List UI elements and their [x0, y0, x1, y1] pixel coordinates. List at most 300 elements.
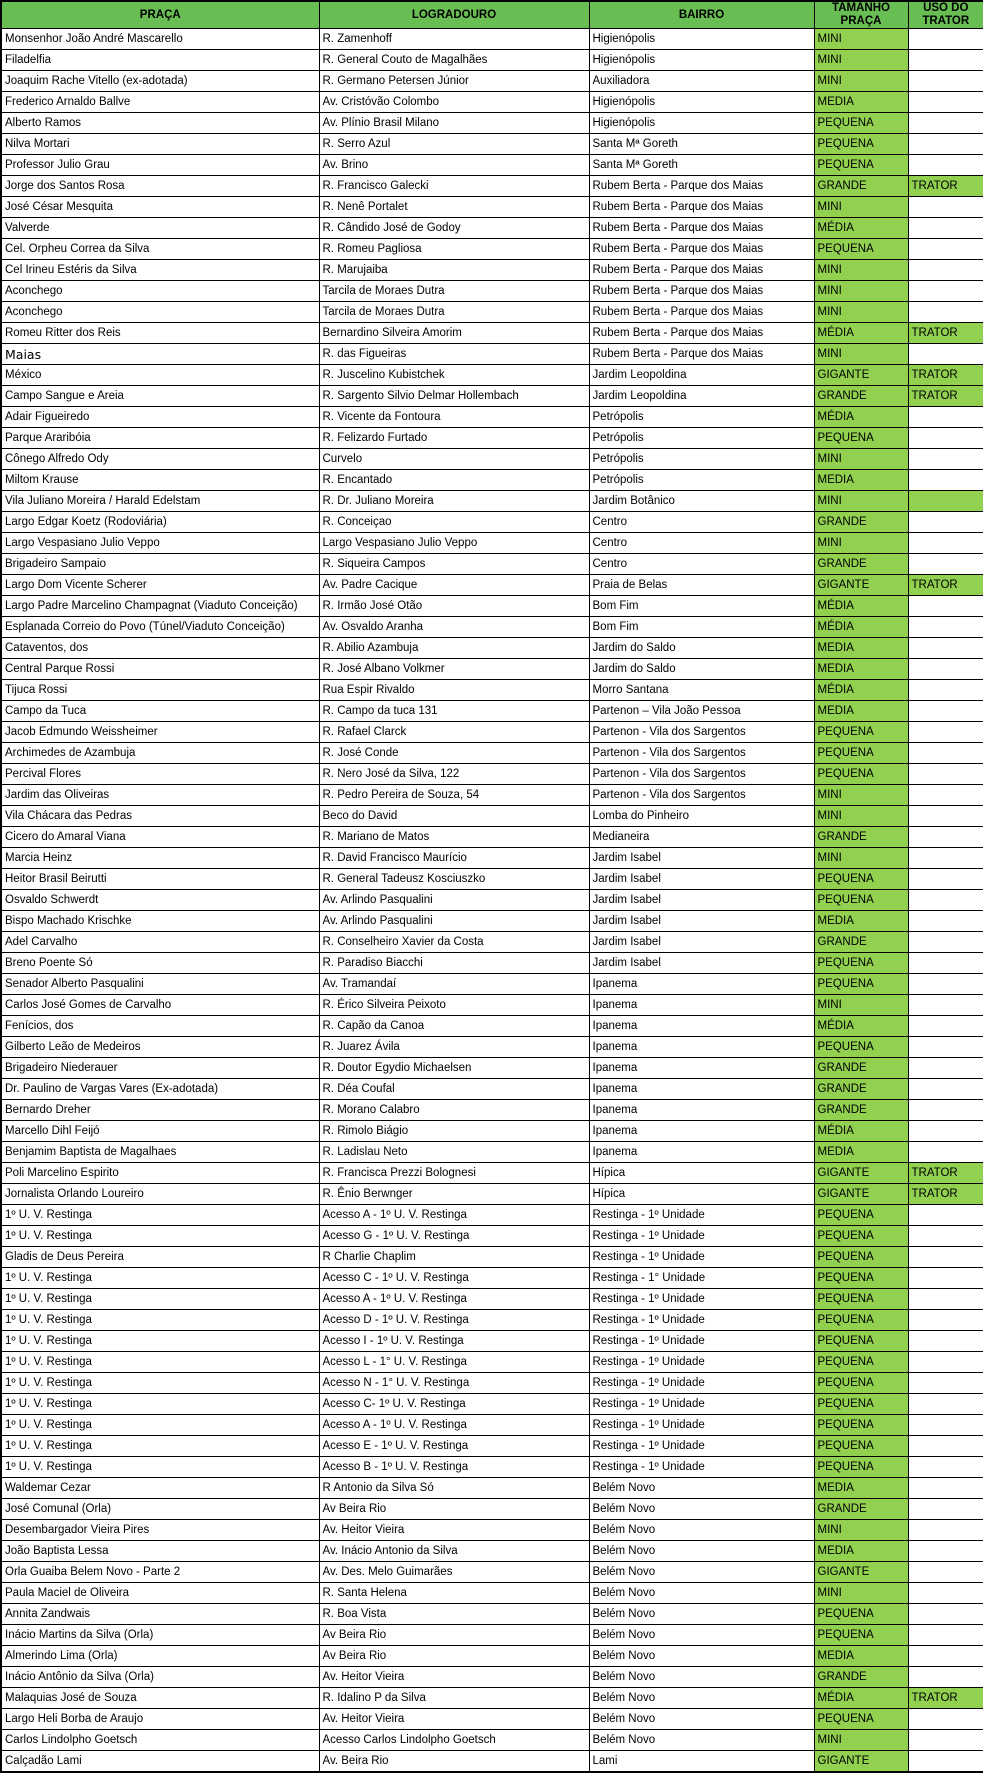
bairro-cell: Jardim Isabel: [589, 890, 814, 911]
tamanho-cell: GRANDE: [814, 1100, 908, 1121]
tamanho-cell: PEQUENA: [814, 953, 908, 974]
bairro-cell: Jardim do Saldo: [589, 659, 814, 680]
tamanho-cell: MINI: [814, 1520, 908, 1541]
table-row: [1, 491, 983, 512]
table-row: [1, 1373, 983, 1394]
bairro-cell: Hípica: [589, 1163, 814, 1184]
logradouro-cell: Av. Heitor Vieira: [319, 1520, 589, 1541]
table-row: [1, 1562, 983, 1583]
bairro-cell: Jardim Isabel: [589, 869, 814, 890]
logradouro-cell: Av. Brino: [319, 155, 589, 176]
trator-cell: [908, 428, 983, 449]
tamanho-cell: PEQUENA: [814, 743, 908, 764]
bairro-cell: Centro: [589, 512, 814, 533]
trator-cell: [908, 1415, 983, 1436]
bairro-cell: Restinga - 1º Unidade: [589, 1310, 814, 1331]
tamanho-cell: MÉDIA: [814, 407, 908, 428]
table-row: [1, 1268, 983, 1289]
tamanho-cell: PEQUENA: [814, 1415, 908, 1436]
tamanho-cell: PEQUENA: [814, 764, 908, 785]
praca-cell: Frederico Arnaldo Ballve: [1, 92, 319, 113]
trator-cell: [908, 512, 983, 533]
trator-cell: [908, 1058, 983, 1079]
praca-cell: Cônego Alfredo Ody: [1, 449, 319, 470]
praca-cell: Largo Padre Marcelino Champagnat (Viaduto Conceição): [1, 596, 319, 617]
bairro-cell: Belém Novo: [589, 1562, 814, 1583]
bairro-cell: Auxiliadora: [589, 71, 814, 92]
bairro-cell: Belém Novo: [589, 1478, 814, 1499]
logradouro-cell: R. Pedro Pereira de Souza, 54: [319, 785, 589, 806]
bairro-cell: Belém Novo: [589, 1499, 814, 1520]
trator-cell: [908, 1667, 983, 1688]
logradouro-cell: R. Ênio Berwnger: [319, 1184, 589, 1205]
tamanho-cell: PEQUENA: [814, 1289, 908, 1310]
bairro-cell: Hípica: [589, 1184, 814, 1205]
bairro-cell: Belém Novo: [589, 1646, 814, 1667]
logradouro-cell: R. Felizardo Furtado: [319, 428, 589, 449]
tamanho-cell: PEQUENA: [814, 1226, 908, 1247]
logradouro-cell: R. Nero José da Silva, 122: [319, 764, 589, 785]
logradouro-cell: R. José Conde: [319, 743, 589, 764]
logradouro-cell: Acesso Carlos Lindolpho Goetsch: [319, 1730, 589, 1751]
tamanho-cell: MEDIA: [814, 1478, 908, 1499]
praca-cell: 1º U. V. Restinga: [1, 1394, 319, 1415]
trator-cell: [908, 890, 983, 911]
bairro-cell: Rubem Berta - Parque dos Maias: [589, 323, 814, 344]
bairro-cell: Belém Novo: [589, 1730, 814, 1751]
bairro-cell: Jardim Botânico: [589, 491, 814, 512]
trator-cell: [908, 1226, 983, 1247]
tamanho-cell: GRANDE: [814, 1058, 908, 1079]
trator-cell: [908, 1037, 983, 1058]
praca-cell: Monsenhor João André Mascarello: [1, 29, 319, 50]
table-row: [1, 1352, 983, 1373]
tamanho-cell: PEQUENA: [814, 1436, 908, 1457]
table-row: [1, 1457, 983, 1478]
trator-cell: TRATOR: [908, 1688, 983, 1709]
bairro-cell: Rubem Berta - Parque dos Maias: [589, 239, 814, 260]
praca-cell: Archimedes de Azambuja: [1, 743, 319, 764]
bairro-cell: Belém Novo: [589, 1520, 814, 1541]
logradouro-cell: R. Marujaiba: [319, 260, 589, 281]
trator-cell: [908, 1520, 983, 1541]
tamanho-cell: MEDIA: [814, 1646, 908, 1667]
table-row: [1, 932, 983, 953]
praca-cell: Jornalista Orlando Loureiro: [1, 1184, 319, 1205]
column-header-tamanho: TAMANHO PRAÇA: [814, 1, 908, 29]
trator-cell: [908, 1478, 983, 1499]
logradouro-cell: R. Santa Helena: [319, 1583, 589, 1604]
logradouro-cell: R Antonio da Silva Só: [319, 1478, 589, 1499]
trator-cell: [908, 911, 983, 932]
table-row: [1, 92, 983, 113]
logradouro-cell: Acesso A - 1º U. V. Restinga: [319, 1289, 589, 1310]
trator-cell: [908, 1457, 983, 1478]
tamanho-cell: MÉDIA: [814, 596, 908, 617]
trator-cell: [908, 1310, 983, 1331]
tamanho-cell: GIGANTE: [814, 1163, 908, 1184]
table-row: [1, 1751, 983, 1772]
table-row: [1, 323, 983, 344]
praca-cell: Joaquim Rache Vitello (ex-adotada): [1, 71, 319, 92]
tamanho-cell: MINI: [814, 449, 908, 470]
bairro-cell: Ipanema: [589, 1037, 814, 1058]
bairro-cell: Praia de Belas: [589, 575, 814, 596]
logradouro-cell: Tarcila de Moraes Dutra: [319, 281, 589, 302]
logradouro-cell: Acesso C - 1º U. V. Restinga: [319, 1268, 589, 1289]
logradouro-cell: R. Paradiso Biacchi: [319, 953, 589, 974]
table-row: [1, 1541, 983, 1562]
praca-cell: Jorge dos Santos Rosa: [1, 176, 319, 197]
bairro-cell: Lomba do Pinheiro: [589, 806, 814, 827]
logradouro-cell: Acesso A - 1º U. V. Restinga: [319, 1415, 589, 1436]
logradouro-cell: R. General Couto de Magalhães: [319, 50, 589, 71]
table-row: [1, 1583, 983, 1604]
table-row: [1, 554, 983, 575]
tamanho-cell: MÉDIA: [814, 617, 908, 638]
table-row: [1, 1667, 983, 1688]
logradouro-cell: R. Boa Vista: [319, 1604, 589, 1625]
logradouro-cell: Av. Des. Melo Guimarães: [319, 1562, 589, 1583]
table-row: [1, 1646, 983, 1667]
table-row: [1, 344, 983, 365]
tamanho-cell: GRANDE: [814, 512, 908, 533]
praca-cell: Marcia Heinz: [1, 848, 319, 869]
logradouro-cell: R. Campo da tuca 131: [319, 701, 589, 722]
tamanho-cell: MÉDIA: [814, 1016, 908, 1037]
logradouro-cell: R. Romeu Pagliosa: [319, 239, 589, 260]
trator-cell: [908, 134, 983, 155]
trator-cell: [908, 218, 983, 239]
tamanho-cell: GIGANTE: [814, 1562, 908, 1583]
tamanho-cell: MÉDIA: [814, 1121, 908, 1142]
tamanho-cell: MINI: [814, 1730, 908, 1751]
praca-cell: Aconchego: [1, 302, 319, 323]
praca-cell: José Comunal (Orla): [1, 1499, 319, 1520]
table-row: [1, 680, 983, 701]
table-row: [1, 722, 983, 743]
table-row: [1, 1499, 983, 1520]
table-row: [1, 1079, 983, 1100]
table-row: [1, 386, 983, 407]
table-row: [1, 596, 983, 617]
praca-cell: Vila Juliano Moreira / Harald Edelstam: [1, 491, 319, 512]
bairro-cell: Jardim Isabel: [589, 848, 814, 869]
praca-cell: Paula Maciel de Oliveira: [1, 1583, 319, 1604]
logradouro-cell: R. Francisca Prezzi Bolognesi: [319, 1163, 589, 1184]
bairro-cell: Belém Novo: [589, 1625, 814, 1646]
praca-cell: Alberto Ramos: [1, 113, 319, 134]
table-row: [1, 1730, 983, 1751]
trator-cell: [908, 1205, 983, 1226]
logradouro-cell: R. Dr. Juliano Moreira: [319, 491, 589, 512]
trator-cell: [908, 1121, 983, 1142]
trator-cell: [908, 239, 983, 260]
tamanho-cell: PEQUENA: [814, 113, 908, 134]
tamanho-cell: MINI: [814, 344, 908, 365]
logradouro-cell: R. Déa Coufal: [319, 1079, 589, 1100]
logradouro-cell: R. Zamenhoff: [319, 29, 589, 50]
trator-cell: [908, 1247, 983, 1268]
logradouro-cell: R. Sargento Silvio Delmar Hollembach: [319, 386, 589, 407]
trator-cell: [908, 1289, 983, 1310]
bairro-cell: Petrópolis: [589, 449, 814, 470]
praca-cell: Percival Flores: [1, 764, 319, 785]
trator-cell: [908, 932, 983, 953]
tamanho-cell: MINI: [814, 71, 908, 92]
column-header-trator: USO DO TRATOR: [908, 1, 983, 29]
praca-cell: Largo Edgar Koetz (Rodoviária): [1, 512, 319, 533]
table-row: [1, 890, 983, 911]
tamanho-cell: MINI: [814, 533, 908, 554]
logradouro-cell: R. Vicente da Fontoura: [319, 407, 589, 428]
praca-cell: Filadelfia: [1, 50, 319, 71]
trator-cell: [908, 29, 983, 50]
logradouro-cell: Av. Heitor Vieira: [319, 1667, 589, 1688]
logradouro-cell: Acesso C- 1º U. V. Restinga: [319, 1394, 589, 1415]
logradouro-cell: R. Conceiçao: [319, 512, 589, 533]
tamanho-cell: MÉDIA: [814, 323, 908, 344]
tamanho-cell: MEDIA: [814, 911, 908, 932]
table-row: [1, 638, 983, 659]
tamanho-cell: MINI: [814, 995, 908, 1016]
trator-cell: [908, 1562, 983, 1583]
trator-cell: [908, 743, 983, 764]
logradouro-cell: R. Juscelino Kubistchek: [319, 365, 589, 386]
praca-cell: México: [1, 365, 319, 386]
table-row: [1, 1163, 983, 1184]
tamanho-cell: GRANDE: [814, 1499, 908, 1520]
table-row: [1, 155, 983, 176]
tamanho-cell: MEDIA: [814, 638, 908, 659]
praca-cell: Desembargador Vieira Pires: [1, 1520, 319, 1541]
logradouro-cell: R. das Figueiras: [319, 344, 589, 365]
table-row: [1, 1625, 983, 1646]
praca-cell: Largo Dom Vicente Scherer: [1, 575, 319, 596]
praca-cell: Gladis de Deus Pereira: [1, 1247, 319, 1268]
table-row: [1, 50, 983, 71]
praca-cell: 1º U. V. Restinga: [1, 1373, 319, 1394]
trator-cell: [908, 848, 983, 869]
logradouro-cell: Curvelo: [319, 449, 589, 470]
bairro-cell: Partenon - Vila dos Sargentos: [589, 743, 814, 764]
praca-cell: Osvaldo Schwerdt: [1, 890, 319, 911]
logradouro-cell: Av. Heitor Vieira: [319, 1709, 589, 1730]
trator-cell: [908, 302, 983, 323]
tamanho-cell: PEQUENA: [814, 1310, 908, 1331]
tamanho-cell: MEDIA: [814, 701, 908, 722]
table-row: [1, 113, 983, 134]
logradouro-cell: R. José Albano Volkmer: [319, 659, 589, 680]
tamanho-cell: PEQUENA: [814, 722, 908, 743]
trator-cell: [908, 449, 983, 470]
tamanho-cell: MEDIA: [814, 92, 908, 113]
logradouro-cell: R. Ladislau Neto: [319, 1142, 589, 1163]
trator-cell: [908, 659, 983, 680]
tamanho-cell: GRANDE: [814, 1667, 908, 1688]
bairro-cell: Belém Novo: [589, 1604, 814, 1625]
logradouro-cell: R. Doutor Egydio Michaelsen: [319, 1058, 589, 1079]
bairro-cell: Rubem Berta - Parque dos Maias: [589, 218, 814, 239]
logradouro-cell: R. Encantado: [319, 470, 589, 491]
bairro-cell: Ipanema: [589, 1058, 814, 1079]
logradouro-cell: R. Germano Petersen Júnior: [319, 71, 589, 92]
praca-cell: Cel Irineu Estéris da Silva: [1, 260, 319, 281]
bairro-cell: Higienópolis: [589, 29, 814, 50]
bairro-cell: Partenon - Vila dos Sargentos: [589, 764, 814, 785]
trator-cell: TRATOR: [908, 386, 983, 407]
praca-cell: Central Parque Rossi: [1, 659, 319, 680]
trator-cell: [908, 974, 983, 995]
logradouro-cell: Av Beira Rio: [319, 1646, 589, 1667]
trator-cell: [908, 1730, 983, 1751]
bairro-cell: Bom Fim: [589, 617, 814, 638]
trator-cell: [908, 1394, 983, 1415]
trator-cell: TRATOR: [908, 1163, 983, 1184]
tamanho-cell: GRANDE: [814, 554, 908, 575]
logradouro-cell: R. Érico Silveira Peixoto: [319, 995, 589, 1016]
bairro-cell: Belém Novo: [589, 1709, 814, 1730]
bairro-cell: Belém Novo: [589, 1667, 814, 1688]
bairro-cell: Rubem Berta - Parque dos Maias: [589, 344, 814, 365]
tamanho-cell: PEQUENA: [814, 1268, 908, 1289]
trator-cell: [908, 1646, 983, 1667]
bairro-cell: Restinga - 1º Unidade: [589, 1457, 814, 1478]
logradouro-cell: Largo Vespasiano Julio Veppo: [319, 533, 589, 554]
praca-cell: 1º U. V. Restinga: [1, 1310, 319, 1331]
logradouro-cell: R. Nenê Portalet: [319, 197, 589, 218]
logradouro-cell: Acesso E - 1º U. V. Restinga: [319, 1436, 589, 1457]
trator-cell: [908, 1331, 983, 1352]
table-row: [1, 995, 983, 1016]
trator-cell: [908, 596, 983, 617]
praca-cell: 1º U. V. Restinga: [1, 1436, 319, 1457]
table-row: [1, 218, 983, 239]
trator-cell: [908, 554, 983, 575]
tamanho-cell: MINI: [814, 806, 908, 827]
trator-cell: [908, 701, 983, 722]
trator-cell: [908, 1016, 983, 1037]
trator-cell: [908, 1436, 983, 1457]
praca-cell: Adair Figueiredo: [1, 407, 319, 428]
tamanho-cell: GIGANTE: [814, 365, 908, 386]
praca-cell: Tijuca Rossi: [1, 680, 319, 701]
trator-cell: [908, 1373, 983, 1394]
bairro-cell: Santa Mª Goreth: [589, 155, 814, 176]
tamanho-cell: GRANDE: [814, 827, 908, 848]
logradouro-cell: R. General Tadeusz Kosciuszko: [319, 869, 589, 890]
trator-cell: [908, 785, 983, 806]
praca-cell: Parque Araribóia: [1, 428, 319, 449]
bairro-cell: Rubem Berta - Parque dos Maias: [589, 302, 814, 323]
bairro-cell: Rubem Berta - Parque dos Maias: [589, 197, 814, 218]
praca-cell: Breno Poente Só: [1, 953, 319, 974]
logradouro-cell: Av. Plínio Brasil Milano: [319, 113, 589, 134]
table-row: [1, 1037, 983, 1058]
trator-cell: [908, 806, 983, 827]
praca-cell: João Baptista Lessa: [1, 1541, 319, 1562]
bairro-cell: Ipanema: [589, 1121, 814, 1142]
bairro-cell: Belém Novo: [589, 1583, 814, 1604]
praca-cell: Marcello Dihl Feijó: [1, 1121, 319, 1142]
logradouro-cell: Av Beira Rio: [319, 1499, 589, 1520]
tamanho-cell: GRANDE: [814, 932, 908, 953]
trator-cell: [908, 764, 983, 785]
bairro-cell: Ipanema: [589, 974, 814, 995]
logradouro-cell: Acesso L - 1° U. V. Restinga: [319, 1352, 589, 1373]
table-row: [1, 1205, 983, 1226]
tamanho-cell: GIGANTE: [814, 1184, 908, 1205]
bairro-cell: Jardim Isabel: [589, 911, 814, 932]
logradouro-cell: R. Siqueira Campos: [319, 554, 589, 575]
bairro-cell: Rubem Berta - Parque dos Maias: [589, 176, 814, 197]
table-row: [1, 260, 983, 281]
trator-cell: TRATOR: [908, 575, 983, 596]
praca-cell: 1º U. V. Restinga: [1, 1205, 319, 1226]
bairro-cell: Belém Novo: [589, 1688, 814, 1709]
praca-cell: Carlos Lindolpho Goetsch: [1, 1730, 319, 1751]
praca-cell: Calçadão Lami: [1, 1751, 319, 1772]
table-row: [1, 701, 983, 722]
bairro-cell: Jardim Isabel: [589, 953, 814, 974]
tamanho-cell: MEDIA: [814, 1541, 908, 1562]
praca-cell: Carlos José Gomes de Carvalho: [1, 995, 319, 1016]
praca-cell: Brigadeiro Sampaio: [1, 554, 319, 575]
table-row: [1, 1688, 983, 1709]
table-row: [1, 197, 983, 218]
tamanho-cell: MEDIA: [814, 470, 908, 491]
trator-cell: TRATOR: [908, 176, 983, 197]
table-row: [1, 827, 983, 848]
bairro-cell: Ipanema: [589, 1079, 814, 1100]
table-row: [1, 1142, 983, 1163]
tamanho-cell: MINI: [814, 281, 908, 302]
logradouro-cell: R. Rafael Clarck: [319, 722, 589, 743]
table-row: [1, 134, 983, 155]
praca-cell: Jardim das Oliveiras: [1, 785, 319, 806]
praca-cell: Malaquias José de Souza: [1, 1688, 319, 1709]
bairro-cell: Medianeira: [589, 827, 814, 848]
tamanho-cell: MINI: [814, 29, 908, 50]
trator-cell: [908, 71, 983, 92]
table-row: [1, 848, 983, 869]
praca-cell: Cataventos, dos: [1, 638, 319, 659]
tamanho-cell: GRANDE: [814, 1079, 908, 1100]
table-row: [1, 1121, 983, 1142]
praca-cell: Campo da Tuca: [1, 701, 319, 722]
trator-cell: [908, 722, 983, 743]
tamanho-cell: PEQUENA: [814, 1709, 908, 1730]
praca-cell: Largo Vespasiano Julio Veppo: [1, 533, 319, 554]
bairro-cell: Morro Santana: [589, 680, 814, 701]
logradouro-cell: Tarcila de Moraes Dutra: [319, 302, 589, 323]
praca-cell: Aconchego: [1, 281, 319, 302]
table-row: [1, 1478, 983, 1499]
tamanho-cell: GIGANTE: [814, 575, 908, 596]
praca-cell: Jacob Edmundo Weissheimer: [1, 722, 319, 743]
trator-cell: [908, 869, 983, 890]
praca-cell: Dr. Paulino de Vargas Vares (Ex-adotada): [1, 1079, 319, 1100]
table-row: [1, 302, 983, 323]
table-row: [1, 176, 983, 197]
trator-cell: [908, 1625, 983, 1646]
praca-cell: Benjamim Baptista de Magalhaes: [1, 1142, 319, 1163]
praca-cell: Cicero do Amaral Viana: [1, 827, 319, 848]
praca-cell: 1º U. V. Restinga: [1, 1415, 319, 1436]
logradouro-cell: Acesso G - 1º U. V. Restinga: [319, 1226, 589, 1247]
logradouro-cell: Acesso I - 1º U. V. Restinga: [319, 1331, 589, 1352]
bairro-cell: Ipanema: [589, 1016, 814, 1037]
